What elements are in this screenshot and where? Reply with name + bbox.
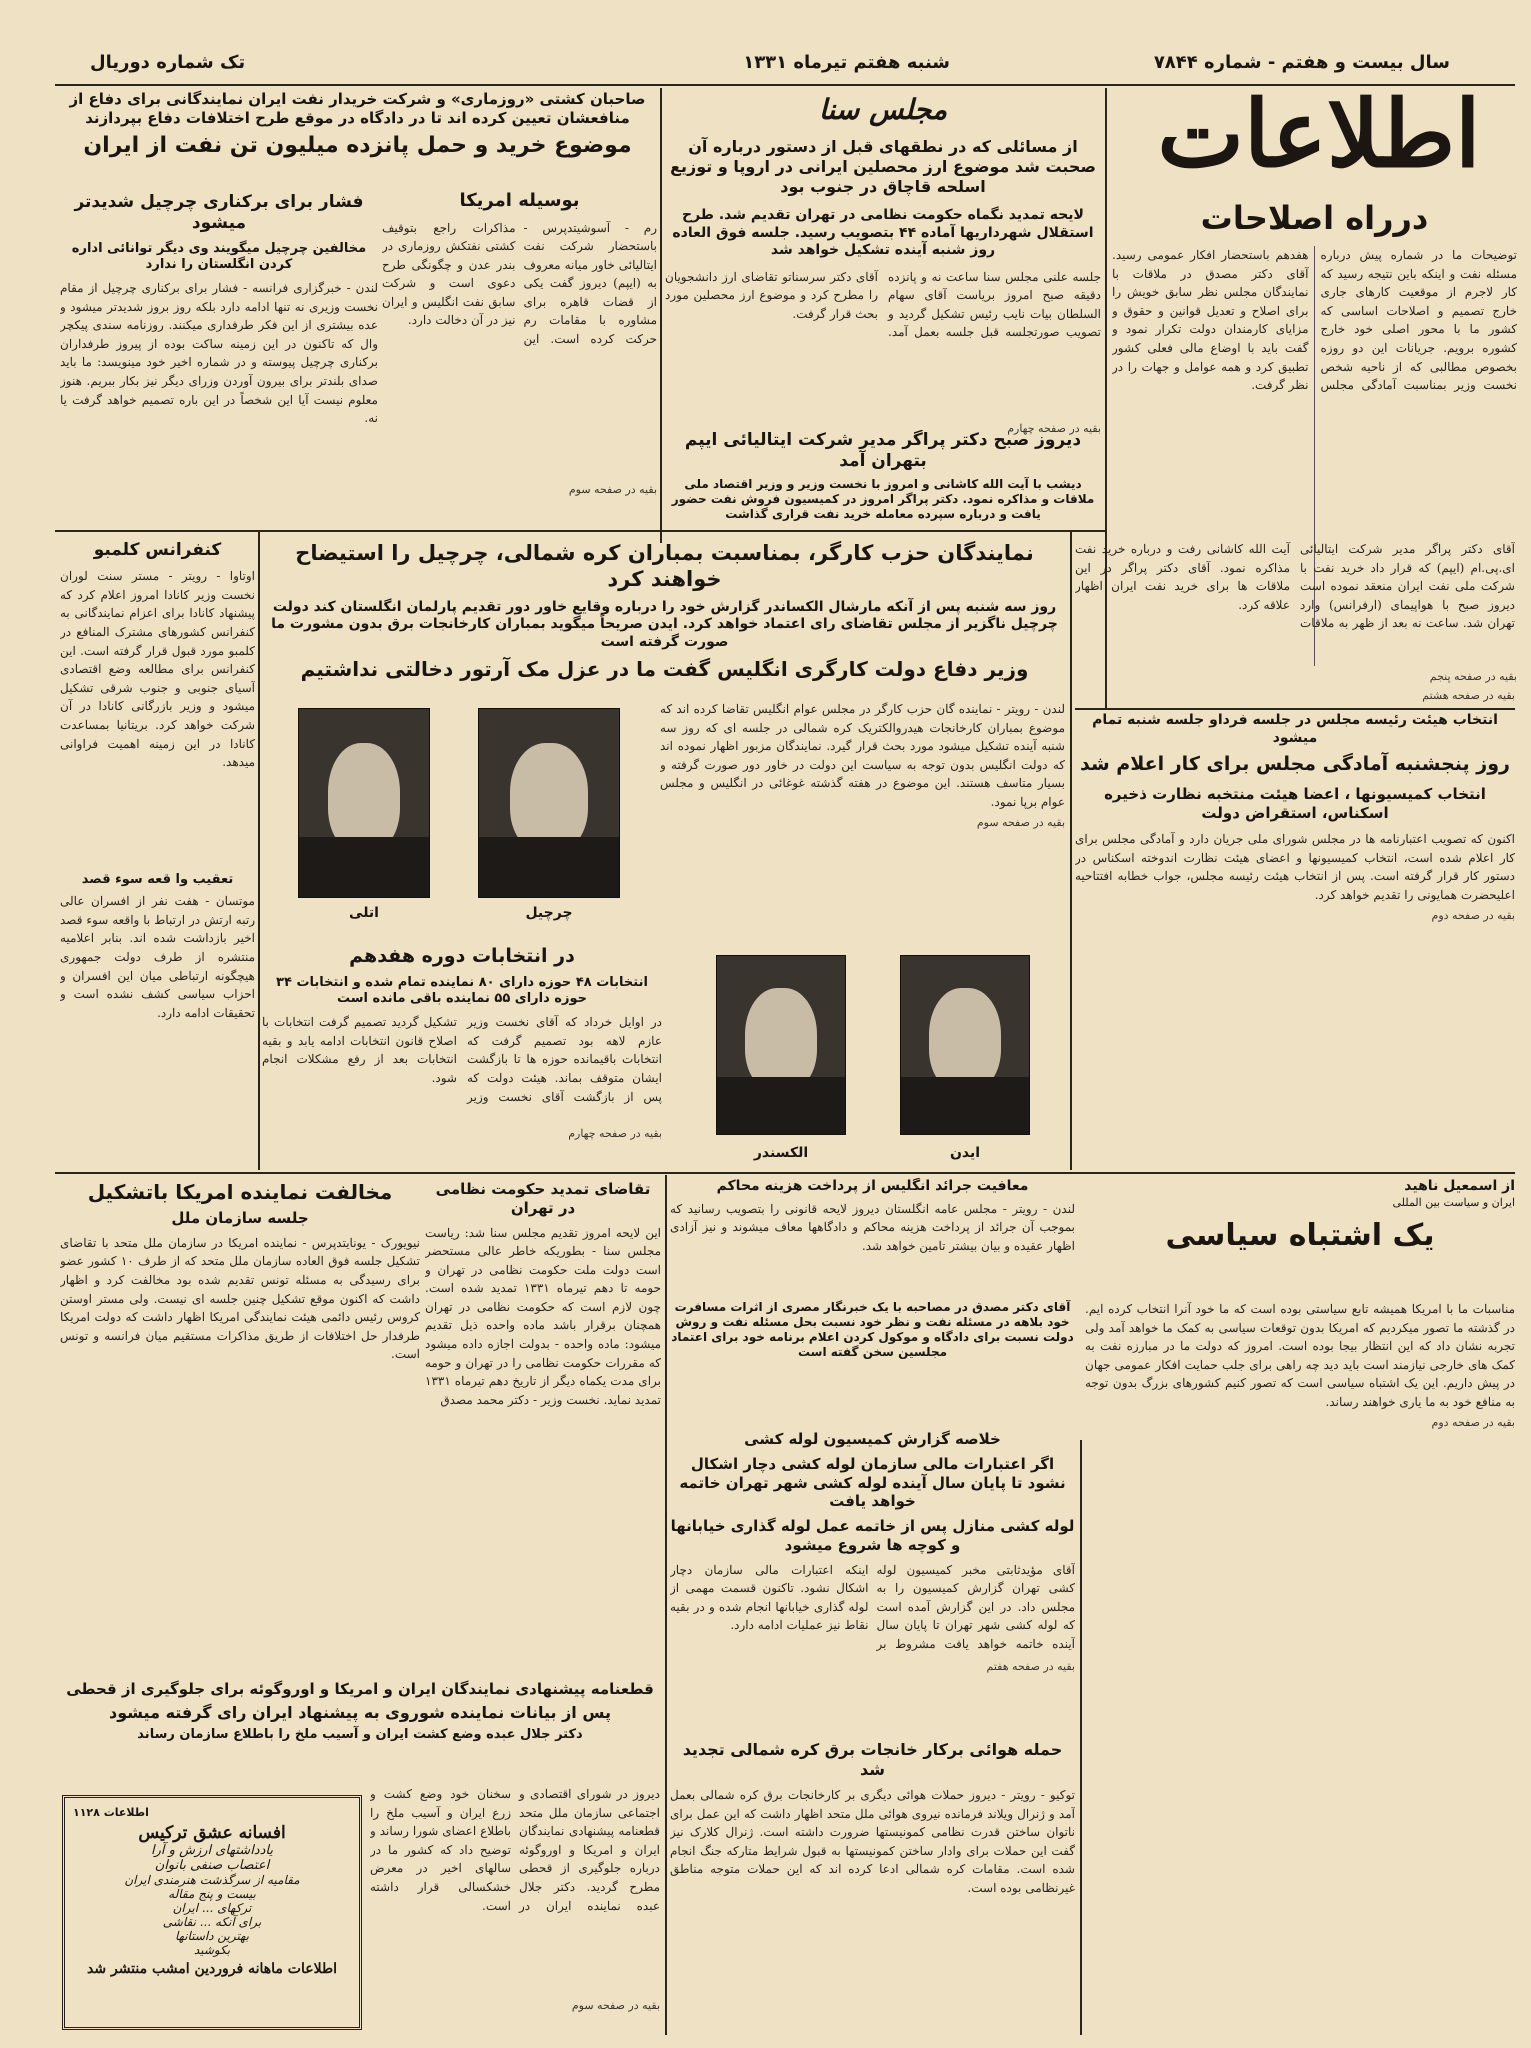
col-rule bbox=[258, 530, 260, 1170]
row-rule bbox=[1075, 708, 1515, 710]
continued-note: بقیه در صفحه سوم bbox=[568, 482, 657, 496]
article-title: تقاضای تمدید حکومت نظامی در تهران bbox=[435, 1180, 651, 1217]
article-subhead: پس از بیانات نماینده شوروی به پیشنهاد ایران رای گرفته میشود bbox=[109, 1702, 611, 1722]
article-election bbox=[262, 945, 662, 1170]
article-subhead: مخالفین چرچیل میگویند وی دیگر توانائی اداره کردن انگلستان را ندارد bbox=[71, 240, 367, 272]
ad-line: برای آنکه ... نقاشی bbox=[162, 1915, 262, 1929]
article-body: رم - آسوشیتدپرس - باستحضار شرکت نفت ایتالیائی خاور میانه معروف به (ایپم) دیروز گفت یکی از قضات قاهره برای مشاوره با مقامات رم حرکت کرده است. این مذاکرات راجع بتوقیف کشتی نفتکش روزماری در بندر عدن و چگونگی طرح دعوی است و شرکت سابق نفت انگلیس و ایران نیز در آن دخالت دارد. bbox=[382, 220, 657, 347]
article-kicker: صاحبان کشتی «روزماری» و شرکت خریدار نفت ایران نمایندگانی برای دفاع از منافعشان تعیین کرده اند تا در دادگاه در موقع طرح اختلافات دفاع بپردازند bbox=[69, 90, 646, 127]
article-title: قطعنامه پیشنهادی نمایندگان ایران و امریکا و اوروگوئه برای جلوگیری از قحطی bbox=[66, 1680, 654, 1698]
article-body: مناسبات ما با امریکا همیشه تابع سیاستی بوده است که ما خود آنرا انتخاب کرده ایم. در گذشته ما تصور میکردیم که امریکا بدون توقعات سیاسی به کمک ما خواهد آمد ولی تجربه نشان داد که این انتظار بیجا بوده است. امروز که دولت ما در مبارزه نفت به کمک های خارجی نیازمند است باید دید چه راهی برای جلب حمایت افکار عمومی جهان در پیش داریم. این یک اشتباه سیاسی است که تصور کنیم کشورهای بزرگ بدون توجه به منافع خود به ما یاری خواهند رساند. bbox=[1085, 1302, 1515, 1409]
mossadegh-interview bbox=[670, 1300, 1075, 1428]
ad-line: مقامیه از سرگذشت هنرمندی ایران bbox=[124, 1873, 300, 1887]
article-portugal bbox=[60, 872, 255, 1167]
article-body: جلسه علنی مجلس سنا ساعت نه و پانزده دقیقه صبح امروز بریاست آقای سهام السلطان بیات نایب رئیس تشکیل گردید و تصویب صورتجلسه قبل جلسه بعمل آمد. آقای دکتر سرسناتو تقاضای ارز دانشجویان را مطرح کرد و موضوع ارز محصلین مورد بحث قرار گرفت. bbox=[665, 269, 1101, 340]
col-rule bbox=[660, 88, 662, 543]
article-body: دیروز در شورای اقتصادی و اجتماعی سازمان ملل متحد قطعنامه پیشنهادی نمایندگان ایران و امریکا و اوروگوئه درباره جلوگیری از قحطی مطرح گردید. دکتر جلال عبده نماینده ایران در سخنان خود وضع کشت و زرع ایران و آسیب ملخ را باطلاع اعضای شورا رساند و توضیح داد که کشور ما در سالهای اخیر در معرض خشکسالی قرار داشته است. bbox=[370, 1787, 660, 1913]
article-colombo bbox=[60, 540, 255, 870]
article-kicker: معافیت جرائد انگلیس از پرداخت هزینه محاکم bbox=[716, 1178, 1029, 1194]
article-political-mistake-body bbox=[1085, 1300, 1515, 2035]
article-title: مخالفت نماینده امریکا باتشکیل bbox=[87, 1180, 393, 1204]
ad-line: بهترین داستانها bbox=[175, 1929, 249, 1943]
article-kicker: از اسمعیل ناهید bbox=[1404, 1178, 1515, 1194]
col-rule bbox=[1070, 530, 1072, 1170]
article-un-opposition bbox=[60, 1180, 420, 1670]
ad-line: اطلاعات ماهانه فروردین امشب منتشر شد bbox=[87, 1961, 337, 1977]
article-title: روز پنجشنبه آمادگی مجلس برای کار اعلام شد bbox=[1080, 753, 1510, 775]
article-subhead: لایحه تمدید نگماه حکومت نظامی در تهران تقدیم شد. طرح استقلال شهرداریها آماده ۴۴ بتصویب رسید. جلسه فوق العاده روز شنبه آینده تشکیل خواهد شد bbox=[672, 207, 1094, 258]
continued-note: بقیه در صفحه پنجم bbox=[1429, 670, 1517, 683]
italian-body-block bbox=[1075, 540, 1515, 705]
article-subhead: انتخابات ۴۸ حوزه دارای ۸۰ نماینده تمام شده و انتخابات ۳۴ حوزه دارای ۵۵ نماینده باقی مانده است bbox=[276, 974, 648, 1006]
photo-eden bbox=[900, 955, 1030, 1135]
article-pipeline-main bbox=[670, 1430, 1075, 1730]
article-martial-law bbox=[425, 1180, 661, 1670]
continued-note: بقیه در صفحه هشتم bbox=[1422, 689, 1515, 702]
article-lead: از مسائلی که در نطقهای قبل از دستور درباره آن صحبت شد موضوع ارز محصلین ایرانی در اروپا و توزیع اسلحه قاچاق در جنوب بود bbox=[670, 137, 1096, 196]
article-subhead: روز سه شنبه پس از آنکه مارشال الکساندر گزارش خود را درباره وقایع خاور دور تقدیم پارلمان انگلستان کند دولت چرچیل ناگزیر از مجلس تقاضای رای اعتماد خواهد کرد. ایدن صریحاً میگوید بمباران کارخانجات برق بدون مشورت ما صورت گرفته است bbox=[271, 598, 1058, 650]
article-subhead-2: لوله کشی منازل پس از خاتمه عمل لوله گذاری خیابانها و کوچه ها شروع میشود bbox=[670, 1517, 1075, 1554]
row-rule bbox=[55, 1172, 1515, 1174]
article-body: موتسان - هفت نفر از افسران عالی رتبه ارتش در ارتباط با واقعه سوء قصد اخیر بازداشت شده اند. بنابر اعلامیه منتشره از طرف دولت جمهوری هیچگونه ارتباطی میان این افسران و احزاب سیاسی کشف نشده است و تحقیقات ادامه دارد. bbox=[60, 894, 255, 1020]
article-memorandum bbox=[60, 1680, 660, 1780]
article-title: درراه اصلاحات bbox=[1200, 199, 1429, 237]
continued-note: بقیه در صفحه چهارم bbox=[568, 1127, 662, 1141]
col-rule bbox=[1080, 1440, 1082, 2035]
article-body: در اوایل خرداد که آقای نخست وزیر عازم لاهه بود تصمیم گرفت که انتخابات باقیمانده حوزه ها تا بازگشت ایشان متوقف بماند. هیئت دولت که پس از بازگشت آقای نخست وزیر تشکیل گردید تصمیم گرفت انتخابات با اصلاح قانون انتخابات ادامه یابد و بقیه انتخابات بعد از رفع مشکلات انجام شود. bbox=[262, 1015, 662, 1104]
article-title: یک اشتباه سیاسی bbox=[1165, 1218, 1435, 1253]
ad-line: یادداشتهای ارزش و آرا bbox=[151, 1843, 273, 1858]
article-body: اوتاوا - رویتر - مستر سنت لوران نخست وزیر کانادا امروز اعلام کرد که پیشنهاد کانادا برای اعزام نمایندگانی به کنفرانس کشورهای مشترک المنافع در کلمبو مورد قبول قرار گرفته است. این کنفرانس برای مطالعه وضع اقتصادی آسیای جنوبی و جنوب شرقی تشکیل میشود و وزیر بازرگانی کانادا در آن شرکت خواهد کرد. بریتانیا بمساعدت کانادا در این زمینه اهمیت فراوانی میدهد. bbox=[60, 569, 255, 770]
ad-line: اعتصاب صنفی بانوان bbox=[154, 1858, 270, 1873]
continued-note: بقیه در صفحه سوم bbox=[976, 815, 1065, 829]
article-subhead-2: دکتر جلال عبده وضع کشت ایران و آسیب ملخ را باطلاع سازمان رساند bbox=[137, 1726, 583, 1742]
article-memorandum-body bbox=[370, 1785, 660, 2025]
photo-alexander bbox=[716, 955, 846, 1135]
article-korea-body bbox=[660, 700, 1065, 960]
article-kicker-2: ایران و سیاست بین المللی bbox=[1392, 1196, 1515, 1209]
article-body: آقای مؤیدثابتی مخبر کمیسیون لوله کشی تهران گزارش کمیسیون را به مجلس داد. در این گزارش آمده است که لوله کشی شهر تهران تا پایان سال آینده خاتمه خواهد یافت مشروط بر اینکه اعتبارات مالی سازمان دچار اشکال نشود. تاکنون قسمت مهمی از لوله گذاری خیابانها انجام شده و در بقیه نقاط نیز عملیات ادامه دارد. bbox=[670, 1562, 1075, 1651]
article-title: خلاصه گزارش کمیسیون لوله کشی bbox=[744, 1430, 1001, 1448]
article-churchill-pressure bbox=[60, 192, 378, 528]
article-title: تعقیب وا قعه سوء قصد bbox=[81, 872, 234, 887]
article-body: این لایحه امروز تقدیم مجلس سنا شد: ریاست مجلس سنا - بطوریکه خاطر عالی مستحضر است دولت ملت حکومت نظامی در تهران و حومه تا دهم تیرماه ۱۳۳۱ تمدید شده است. چون لازم است که حکومت نظامی در تهران همچنان برقرار باشد ماده واحده ذیل تقدیم میشود: ماده واحده - بدولت اجازه داده میشود که مقررات حکومت نظامی را در تهران و حومه برای مدت یکماه دیگر از تاریخ دهم تیرماه ۱۳۳۱ تمدید نماید. نخست وزیر - دکتر محمد مصدق bbox=[425, 1225, 661, 1407]
article-subhead: انتخاب کمیسیونها ، اعضا هیئت منتخبه نظارت ذخیره اسکناس، استقراض دولت bbox=[1104, 784, 1486, 822]
continued-note: بقیه در صفحه سوم bbox=[571, 1999, 660, 2012]
header-rule bbox=[55, 84, 1515, 86]
photo-churchill bbox=[478, 708, 620, 898]
article-title: کنفرانس کلمبو bbox=[93, 540, 222, 560]
article-subhead: بوسیله امریکا bbox=[459, 190, 580, 211]
col-rule bbox=[665, 1175, 667, 2035]
article-title: آقای دکتر مصدق در مصاحبه با یک خبرنگار مصری از اثرات مسافرت خود بلاهه در مسئله نفت و نظر خود نسبت بحل مسئله نفت و روش دولت نسبت برای دادگاه و موکول کردن اعلام برنامه خود برای اعتماد مجلسین سخن گفته است bbox=[671, 1300, 1074, 1359]
article-body: توضیحات ما در شماره پیش درباره مسئله نفت و اینکه باین نتیجه رسید که کار لاجرم از موقعیت کارهای جاری خارج تصمیم و اصلاحات اساسی که کشور ما با محور اصلی خود خارج کشوره برویم. جریانات این دو روزه بخصوص مطالبی که از ناحیه شخص نخست وزیر بمناسبت آمادگی مجلس هفدهم باستحضار افکار عمومی رسید. آقای دکتر مصدق در ملاقات با نمایندگان مجلس نظر سابق خویش را برای اصلاح و تعدیل قوانین و حقوق و مزایای کارمندان دولت تکرار نمود و گفت باید با اوضاع مالی فعلی کشور تطبیق کرد و همه عوامل و جهات را در نظر گرفت. bbox=[1112, 248, 1517, 393]
article-kicker: انتخاب هیئت رئیسه مجلس در جلسه فرداو جلسه شنبه تمام میشود bbox=[1092, 712, 1498, 746]
article-parliament bbox=[1075, 712, 1515, 1167]
article-title: نمایندگان حزب کارگر، بمناسبت بمباران کره شمالی، چرچیل را استیضاح خواهند کرد bbox=[295, 541, 1034, 592]
ad-line: ترکهای ... ایران bbox=[172, 1901, 252, 1915]
article-title: دیروز صبح دکتر پراگر مدیر شرکت ایتالیائی ایپم بتهران آمد bbox=[684, 430, 1082, 472]
article-body: نیویورک - یونایتدپرس - نماینده امریکا در سازمان ملل متحد با تقاضای تشکیل جلسه فوق العاده سازمان ملل متحد که از طرف ۱۰ کشور عضو برای رسیدگی به مسئله تونس تقدیم شده بود مخالفت کرد و اظهار داشت که اکنون موقع تشکیل چنین جلسه ای نیست. ولی مستر اوستن کروس رئیس دائمی هیئت نمایندگی امریکا اظهار داشت که دولت امریکا طرفدار حل اختلافات از طریق مذاکرات مستقیم میان فرانسه و تونس است. bbox=[60, 1235, 420, 1362]
continued-note: بقیه در صفحه دوم bbox=[1431, 1415, 1515, 1429]
date-line: شنبه هفتم تیرماه ۱۳۳۱ bbox=[743, 52, 950, 73]
ad-corner-label: اطلاعات ۱۱۲۸ bbox=[73, 1806, 149, 1819]
caption-attlee: اتلی bbox=[349, 905, 379, 921]
article-body: آقای دکتر پراگر مدیر شرکت ایتالیائی ای.پی.ام (ایپم) که قرار داد خرید نفت با شرکت ملی نفت ایران منعقد نموده است دیروز صبح با هواپیمای (ارفرانس) وارد تهران شد. ساعت نه بعد از ظهر به ملاقات آیت الله کاشانی رفت و درباره خرید نفت مذاکره نمود. آقای دکتر پراگر در این ملاقات ها برای خرید نفت ایران اظهار علاقه کرد. bbox=[1075, 542, 1515, 631]
advertisement-box bbox=[62, 1795, 362, 2030]
article-subhead: اگر اعتبارات مالی سازمان لوله کشی دچار اشکال نشود تا پایان سال آینده لوله کشی شهر تهران خاتمه خواهد یافت bbox=[679, 1454, 1066, 1511]
article-air-attack bbox=[670, 1740, 1075, 2030]
article-title: حمله هوائی برکار خانجات برق کره شمالی تجدید شد bbox=[682, 1740, 1063, 1779]
caption-alexander: الکسندر bbox=[753, 1145, 809, 1161]
ad-line: بیست و پنج مقاله bbox=[168, 1887, 256, 1901]
caption-eden: ایدن bbox=[949, 1145, 981, 1161]
continued-note: بقیه در صفحه چهارم bbox=[1007, 421, 1101, 435]
article-body: توکیو - رویتر - دیروز حملات هوائی دیگری بر کارخانجات برق کره شمالی بعمل آمد و ژنرال ویلاند فرمانده نیروی هوائی ملل متحد اظهار داشت که این عمل برای ناتوان ساختن قدرت نظامی کمونیستها ضرورت داشته است. ژنرال کلارک نیز گفت این حملات برای وادار ساختن کمونیستها به قبول شرایط متارکه جنگ انجام شده است. مقامات کره شمالی ادعا کرده اند که این حملات متوجه مناطق غیرنظامی بوده است. bbox=[670, 1788, 1075, 1895]
article-italian-company bbox=[665, 430, 1101, 540]
article-body: لندن - رویتر - نماینده گان حزب کارگر در مجلس عوام انگلیس تقاضا کرده اند که موضوع بمباران کارخانجات هیدروالکتریک کره شمالی در جلسه ای که روز سه شنبه آینده تشکیل میشود مورد بحث قرار گیرد. نمایندگان مزبور اظهار نموده اند که دولت انگلیس بدون توجه به سیاست این دولت در خاور دور صورت گرفته و بسیار متاسف هستند. این موضوع در هفته گذشته غوغائی در انگلیس و مجلس عوام برپا نمود. bbox=[660, 702, 1065, 809]
caption-churchill: چرچیل bbox=[525, 905, 573, 921]
article-title: فشار برای برکناری چرچیل شدیدتر میشود bbox=[74, 192, 364, 234]
article-body: اکنون که تصویب اعتبارنامه ها در مجلس شورای ملی جریان دارد و آمادگی مجلس برای کار اعلام شده است، انتخاب کمیسیونها و اعضای هیئت نظارت اندوخته اسکناس در دستور کار قرار گرفته است. پس از انتخاب هیئت رئیسه مجلس، جواب خطابه افتتاحیه اعلیحضرت همایونی را تقدیم خواهد کرد. bbox=[1075, 832, 1515, 903]
article-tanker bbox=[60, 90, 655, 190]
ad-line: افسانه عشق ترکیس bbox=[138, 1823, 286, 1843]
photo-attlee bbox=[298, 708, 430, 898]
masthead-logo: اطلاعات bbox=[1157, 88, 1481, 188]
continued-note: بقیه در صفحه دوم bbox=[1431, 908, 1515, 922]
article-subhead-2: وزیر دفاع دولت کارگری انگلیس گفت ما در عزل مک آرتور دخالتی نداشتیم bbox=[300, 657, 1029, 681]
continued-note: بقیه در صفحه هفتم bbox=[986, 1659, 1075, 1673]
article-body-top: لندن - رویتر - مجلس عامه انگلستان دیروز لایحه قانونی را بتصویب رسانید که بموجب آن جرائد از پرداخت هزینه محاکم و دادگاهها معاف میشوند و نیز آزادی اظهار عقیده و بیان بیشتر تامین خواهد شد. bbox=[670, 1201, 1075, 1253]
article-title: مجلس سنا bbox=[818, 93, 948, 126]
article-subhead: جلسه سازمان ملل bbox=[171, 1209, 309, 1227]
article-title: موضوع خرید و حمل پانزده میلیون تن نفت از ایران bbox=[83, 132, 632, 158]
price-line: تک شماره دوریال bbox=[90, 52, 246, 73]
article-title: در انتخابات دوره هفدهم bbox=[349, 945, 575, 967]
article-subhead: دیشب با آیت الله کاشانی و امروز با نخست وزیر و وزیر اقتصاد ملی ملاقات و مذاکره نمود. دکتر پراگر امروز در کمیسیون فروش نفت حضور یافت و درباره سپرده معامله خرید نفت قراری گذاشت bbox=[671, 476, 1095, 521]
issue-line: سال بیست و هفتم - شماره ۷۸۴۴ bbox=[1153, 52, 1450, 73]
article-tanker-body bbox=[382, 190, 657, 528]
header-bar bbox=[70, 44, 1510, 84]
article-body: لندن - خبرگزاری فرانسه - فشار برای برکناری چرچیل از مقام نخست وزیری نه تنها ادامه دارد بلکه روز بروز شدیدتر میشود و عده بیشتری از این فکر طرفداری میکنند. روزنامه سندی پیکچر وال که تاکنون در این زمینه ساکت بوده از پیروز طرفداران برکناری چرچیل پیوسته و در شماره اخیر خود مینویسد: ما باید صدای بلندتر برای بیرون آوردن وزرای دیگر نیز بکار ببریم. هنوز معلوم نیست آیا این شخصاً در این باره تصمیم خواهد گرفت یا نه. bbox=[60, 281, 378, 426]
ad-line: بکوشید bbox=[193, 1943, 231, 1957]
